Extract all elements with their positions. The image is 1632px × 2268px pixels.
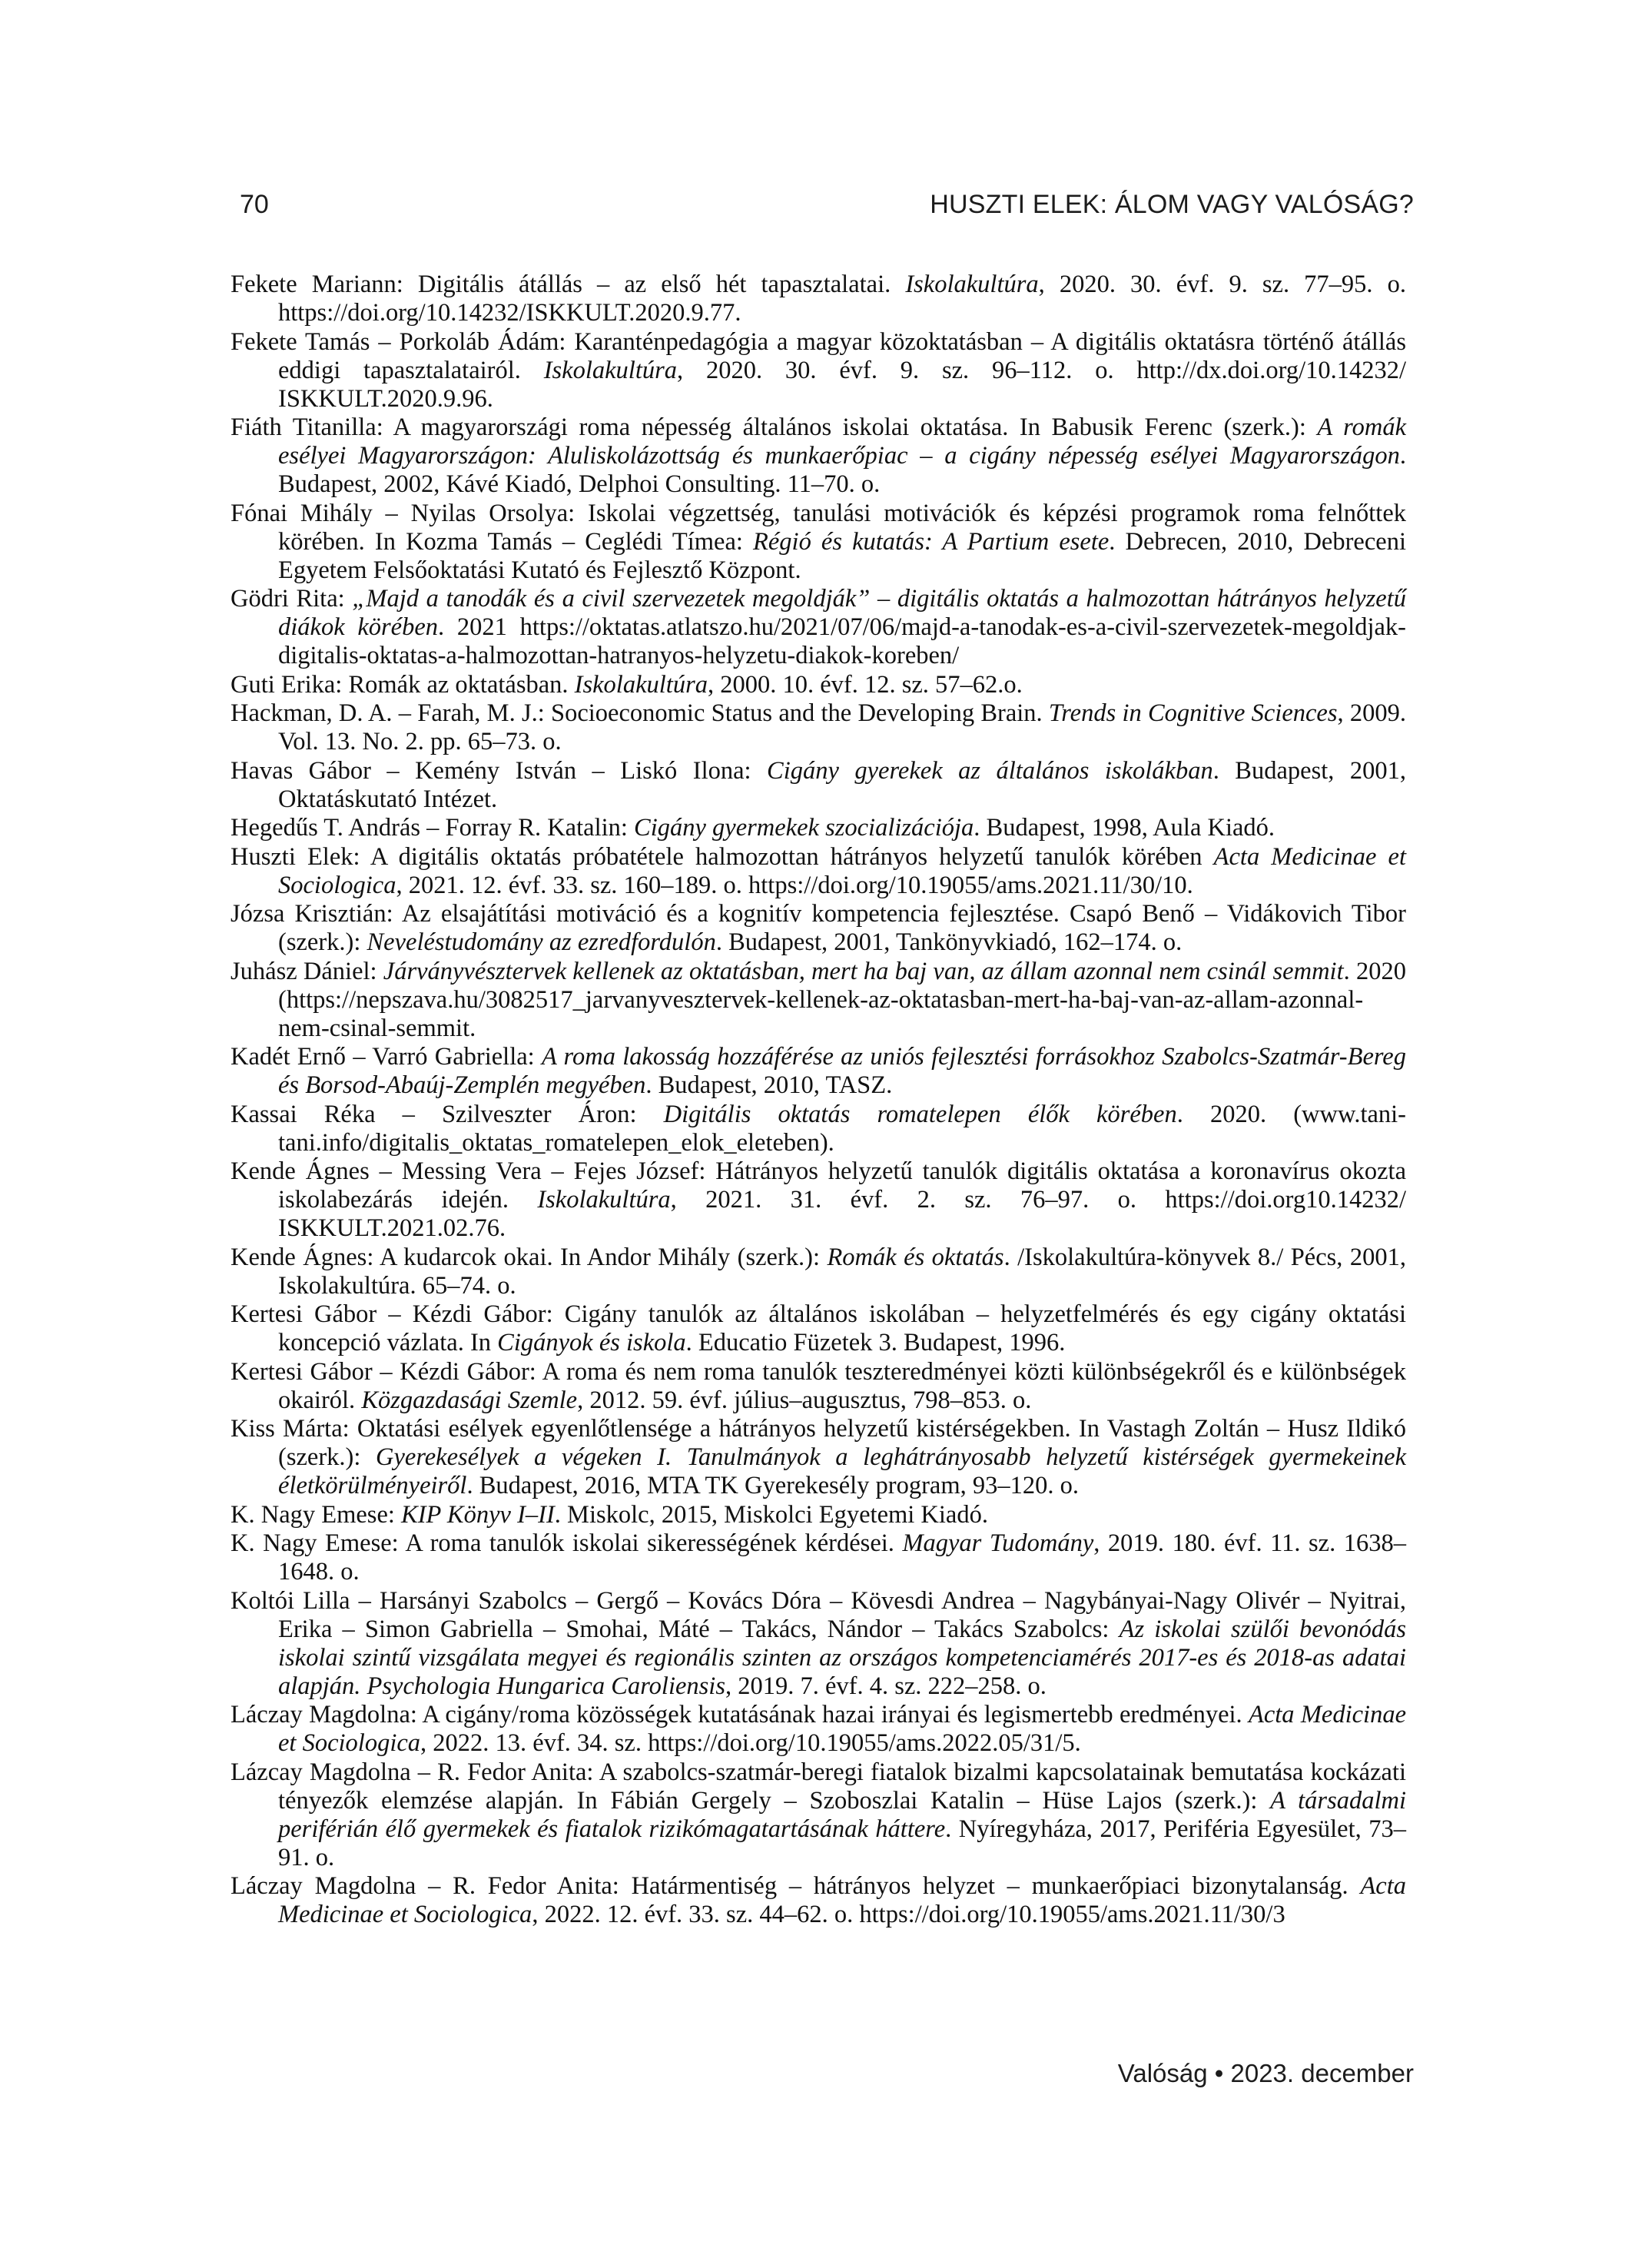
reference-entry — [231, 1529, 1406, 1586]
reference-title-italic: Acta Medicinae et Sociologica — [278, 842, 1406, 899]
reference-entry — [231, 843, 1406, 900]
reference-title-italic: Gyerekesélyek a végeken I. Tanulmányok a leghátrányosabb helyzetű kistérségek gyermekeinek életkörülményeiről — [278, 1443, 1406, 1499]
reference-title-italic: Neveléstudomány az ezredfordulón — [367, 928, 716, 956]
reference-entry — [231, 413, 1406, 499]
reference-text: Kertesi Gábor – Kézdi Gábor: A roma és nem roma tanulók teszteredményei közti különbségekről és e különbségek okairól. — [231, 1357, 1406, 1414]
reference-text: Huszti Elek: A digitális oktatás próbatétele halmozottan hátrányos helyzetű tanulók körében — [231, 842, 1214, 871]
reference-entry — [231, 500, 1406, 585]
reference-title-italic: Trends in Cognitive Sciences — [1048, 699, 1338, 727]
reference-entry — [231, 271, 1406, 327]
reference-text: Kende Ágnes: A kudarcok okai. In Andor Mihály (szerk.): — [231, 1243, 828, 1271]
reference-entry — [231, 757, 1406, 814]
reference-entry — [231, 1701, 1406, 1758]
reference-text: Gödri Rita: — [231, 585, 353, 613]
reference-title-italic: Járványvésztervek kellenek az oktatásban, mert ha baj van, az állam azonnal nem csinál semmit — [383, 957, 1344, 985]
reference-entry — [231, 328, 1406, 413]
reference-entry — [231, 1415, 1406, 1500]
reference-text: Kadét Ernő – Varró Gabriella: — [231, 1043, 542, 1071]
reference-entry — [231, 1872, 1406, 1929]
reference-text: , 2020. 30. évf. 9. sz. 77–95. o. https://doi.org/10.14232/ISKKULT.2020.9.77. — [278, 271, 1406, 327]
reference-title-italic: A társadalmi periférián élő gyermekek és fiatalok rizikómagatartásának háttere — [278, 1786, 1407, 1843]
reference-text: . Budapest, 2001, Oktatáskutató Intézet. — [278, 756, 1406, 813]
footer-separator: • — [1214, 2059, 1224, 2087]
reference-entry — [231, 1244, 1406, 1300]
reference-text: , 2022. 13. évf. 34. sz. https://doi.org/10.19055/ams.2022.05/31/5. — [420, 1729, 1081, 1757]
reference-title-italic: Iskolakultúra — [543, 356, 678, 384]
page-number: 70 — [240, 190, 269, 219]
reference-text: , 2000. 10. évf. 12. sz. 57–62.o. — [707, 670, 1023, 699]
reference-entry — [231, 1358, 1406, 1415]
reference-entry — [231, 900, 1406, 957]
reference-text: . Educatio Füzetek 3. Budapest, 1996. — [685, 1329, 1066, 1356]
reference-text: Fekete Tamás – Porkoláb Ádám: Karanténpedagógia a magyar közoktatásban – A digitális oktatásra történő átállás eddigi tapasztalatairól. — [231, 327, 1406, 384]
reference-title-italic: Cigány gyerekek az általános iskolákban — [767, 756, 1213, 785]
reference-text: . Miskolc, 2015, Miskolci Egyetemi Kiadó. — [554, 1500, 988, 1529]
reference-entry — [231, 699, 1406, 756]
reference-title-italic: KIP Könyv I–II — [401, 1500, 555, 1529]
reference-text: . /Iskolakultúra-könyvek 8./ Pécs, 2001, Iskolakultúra. 65–74. o. — [278, 1243, 1407, 1300]
reference-text: Kertesi Gábor – Kézdi Gábor: Cigány tanulók az általános iskolában – helyzetfelmérés és egy cigány oktatási koncepció vázlata. In — [231, 1300, 1406, 1356]
reference-text: , 2012. 59. évf. július–augusztus, 798–853. o. — [577, 1386, 1032, 1414]
reference-text: Fónai Mihály – Nyilas Orsolya: Iskolai végzettség, tanulási motivációk és képzési programok roma felnőttek körében. In Kozma Tamás – Ceglédi Tímea: — [231, 499, 1406, 556]
reference-text: , 2021. 31. évf. 2. sz. 76–97. o. https://doi.org10.14232/ ISKKULT.2021.02.76. — [278, 1186, 1406, 1242]
reference-title-italic: Romák és oktatás — [827, 1243, 1004, 1271]
reference-text: , 2021. 12. évf. 33. sz. 160–189. o. https://doi.org/10.19055/ams.2021.11/30/10. — [396, 871, 1193, 899]
reference-text: , 2009. Vol. 13. No. 2. pp. 65–73. o. — [278, 699, 1407, 755]
reference-title-italic: Iskolakultúra — [905, 271, 1039, 298]
reference-text: Láczay Magdolna: A cigány/roma közösségek kutatásának hazai irányai és legismertebb eredményei. — [231, 1701, 1249, 1728]
footer-journal: Valóság — [1117, 2059, 1208, 2087]
reference-text: . Budapest, 2002, Kávé Kiadó, Delphoi Consulting. 11–70. o. — [278, 442, 1406, 498]
reference-title-italic: Közgazdasági Szemle — [361, 1386, 578, 1414]
reference-text: , 2019. 7. évf. 4. sz. 222–258. o. — [725, 1672, 1047, 1700]
reference-text: , 2022. 12. évf. 33. sz. 44–62. o. https://doi.org/10.19055/ams.2021.11/30/3 — [532, 1901, 1285, 1928]
reference-text: Havas Gábor – Kemény István – Liskó Ilona: — [231, 756, 768, 785]
reference-title-italic: Digitális oktatás romatelepen élők körében — [663, 1100, 1177, 1128]
reference-title-italic: Az iskolai szülői bevonódás iskolai szintű vizsgálata megyei és regionális szinten az országos kompetenciamérés 2017-es és 2018-as adatai alapján. Psychologia Hungarica Caroliensis — [278, 1615, 1407, 1700]
reference-text: . Nyíregyháza, 2017, Periféria Egyesület, 73–91. o. — [278, 1815, 1407, 1871]
reference-entry — [231, 1157, 1406, 1243]
reference-entry — [231, 1043, 1406, 1100]
reference-text: . 2020. (www.tani-tani.info/digitalis_oktatas_romatelepen_elok_eleteben). — [278, 1100, 1406, 1157]
reference-title-italic: Acta Medicinae et Sociologica — [278, 1872, 1406, 1928]
reference-entry — [231, 1758, 1406, 1872]
reference-text: Guti Erika: Romák az oktatásban. — [231, 670, 575, 699]
reference-text: Hackman, D. A. – Farah, M. J.: Socioeconomic Status and the Developing Brain. — [231, 699, 1049, 727]
reference-text: Láczay Magdolna – R. Fedor Anita: Határmentiség – hátrányos helyzet – munkaerőpiaci bizonytalanság. — [231, 1872, 1361, 1900]
reference-title-italic: Iskolakultúra — [537, 1186, 671, 1214]
reference-title-italic: Acta Medicinae et Sociologica — [278, 1701, 1406, 1757]
reference-text: Lázcay Magdolna – R. Fedor Anita: A szabolcs-szatmár-beregi fiatalok bizalmi kapcsolatainak bemutatása kockázati tényezők elemzése alapján. In Fábián Gergely – Szoboszlai Katalin – Hüse Lajos (szerk.): — [231, 1758, 1406, 1815]
reference-text: Józsa Krisztián: Az elsajátítási motiváció és a kognitív kompetencia fejlesztése. Csapó Benő – Vidákovich Tibor (szerk.): — [231, 900, 1406, 956]
reference-title-italic: Iskolakultúra — [574, 670, 708, 699]
reference-text: Fekete Mariann: Digitális átállás – az első hét tapasztalatai. — [231, 271, 906, 298]
running-head — [240, 188, 1414, 221]
reference-entry — [231, 1587, 1406, 1701]
running-title: HUSZTI ELEK: ÁLOM VAGY VALÓSÁG? — [930, 190, 1414, 219]
reference-entry — [231, 958, 1406, 1043]
reference-text: K. Nagy Emese: — [231, 1500, 402, 1529]
reference-text: . Debrecen, 2010, Debreceni Egyetem Felsőoktatási Kutató és Fejlesztő Központ. — [278, 527, 1406, 584]
reference-entry — [231, 585, 1406, 670]
reference-title-italic: A roma lakosság hozzáférése az uniós fejlesztési forrásokhoz Szabolcs-Szatmár-Bereg és Borsod-Abaúj-Zemplén megyében — [278, 1043, 1406, 1099]
reference-title-italic: Régió és kutatás: A Partium esete — [753, 527, 1110, 556]
footer-issue: 2023. december — [1230, 2059, 1414, 2087]
reference-text: K. Nagy Emese: A roma tanulók iskolai sikerességének kérdései. — [231, 1529, 903, 1557]
reference-title-italic: Magyar Tudomány — [902, 1529, 1094, 1557]
reference-text: , 2019. 180. évf. 11. sz. 1638–1648. o. — [278, 1529, 1406, 1586]
reference-text: . Budapest, 2010, TASZ. — [645, 1071, 893, 1099]
reference-text: Kiss Márta: Oktatási esélyek egyenlőtlensége a hátrányos helyzetű kistérségekben. In Vastagh Zoltán – Husz Ildikó (szerk.): — [231, 1415, 1406, 1471]
reference-list — [231, 271, 1406, 1930]
reference-text: Fiáth Titanilla: A magyarországi roma népesség általános iskolai oktatása. In Babusik Ferenc (szerk.): — [231, 413, 1318, 441]
reference-text: Kassai Réka – Szilveszter Áron: — [231, 1100, 664, 1128]
page-footer — [1118, 2058, 1414, 2089]
reference-text: Hegedűs T. András – Forray R. Katalin: — [231, 814, 635, 842]
reference-text: Koltói Lilla – Harsányi Szabolcs – Gergő – Kovács Dóra – Kövesdi Andrea – Nagybányai-Nagy Olivér – Nyitrai, Erika – Simon Gabriella – Smohai, Máté – Takács, Nándor – Takács Szabolcs: — [231, 1586, 1406, 1643]
reference-text: . 2021 https://oktatas.atlatszo.hu/2021/07/06/majd-a-tanodak-es-a-civil-szervezetek-megoldjak-digitalis-oktatas-a-halmozottan-hatranyos-helyzetu-diakok-koreben/ — [278, 613, 1406, 669]
reference-text: Kende Ágnes – Messing Vera – Fejes József: Hátrányos helyzetű tanulók digitális oktatása a koronavírus okozta iskolabezárás idején. — [231, 1157, 1406, 1214]
reference-text: Juhász Dániel: — [231, 957, 383, 985]
reference-text: . Budapest, 2016, MTA TK Gyerekesély program, 93–120. o. — [466, 1472, 1080, 1499]
reference-title-italic: A romák esélyei Magyarországon: Aluliskolázottság és munkaerőpiac – a cigány népesség esélyei Magyarországon — [278, 413, 1406, 470]
reference-entry — [231, 1101, 1406, 1157]
reference-entry — [231, 1501, 1406, 1529]
reference-text: . 2020 (https://nepszava.hu/3082517_jarvanyvesztervek-kellenek-az-oktatasban-mert-ha-baj-van-az-allam-azonnal-nem-csinal-semmit. — [278, 957, 1406, 1042]
reference-title-italic: Cigányok és iskola — [497, 1329, 686, 1356]
reference-text: . Budapest, 2001, Tankönyvkiadó, 162–174. o. — [715, 928, 1183, 956]
reference-entry — [231, 814, 1406, 842]
reference-entry — [231, 1300, 1406, 1357]
reference-title-italic: Cigány gyermekek szocializációja — [634, 814, 974, 842]
reference-title-italic: „Majd a tanodák és a civil szervezetek megoldják” – digitális oktatás a halmozottan hátrányos helyzetű diákok körében — [278, 585, 1406, 641]
reference-text: , 2020. 30. évf. 9. sz. 96–112. o. http://dx.doi.org/10.14232/ ISKKULT.2020.9.96. — [278, 356, 1407, 413]
reference-text: . Budapest, 1998, Aula Kiadó. — [974, 814, 1275, 842]
reference-entry — [231, 671, 1406, 699]
